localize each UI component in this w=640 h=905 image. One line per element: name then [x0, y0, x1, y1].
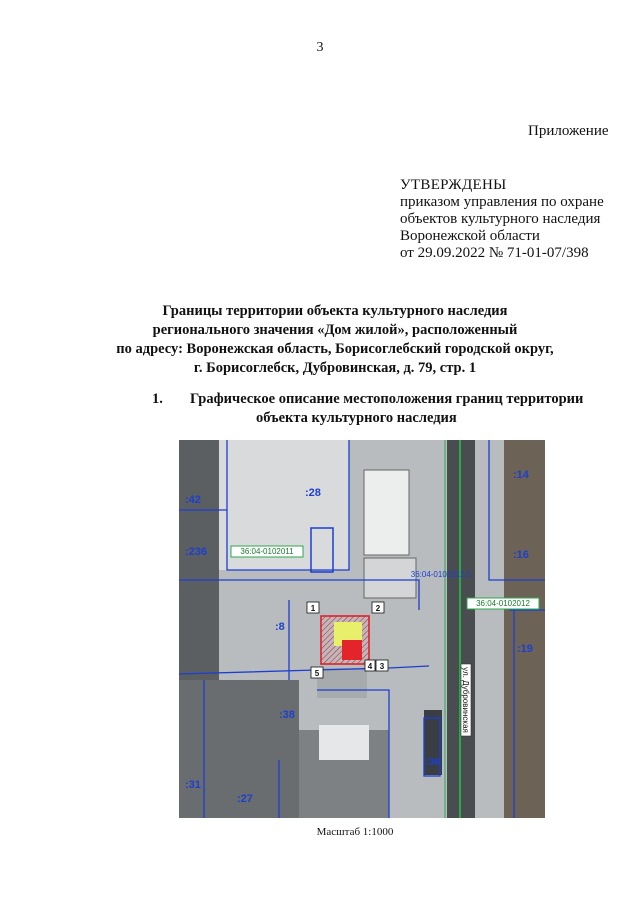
title-line: Границы территории объекта культурного наследия [162, 303, 508, 319]
approval-line: приказом управления по охране [400, 194, 604, 210]
approval-block [400, 177, 604, 262]
section-title-line: Графическое описание местоположения границ территории [190, 391, 584, 407]
parcel-label: :16 [513, 549, 529, 561]
parcel-label: :19 [517, 643, 533, 655]
building [364, 558, 416, 598]
building [319, 725, 369, 760]
parcel-label: :28 [305, 487, 321, 499]
quarter-label: 36:04-0102012 [476, 599, 530, 608]
parcel-label: :31 [185, 779, 201, 791]
road-parcel-label: 36:04-0102012:5 [410, 570, 472, 579]
street-label: ул. Дубровинская [461, 667, 470, 733]
quarter-label: 36:04-0102011 [240, 547, 294, 556]
point-label: 1 [310, 604, 316, 613]
point-label: 4 [367, 662, 373, 671]
point-label: 5 [314, 669, 320, 678]
appendix-label: Приложение [528, 123, 609, 139]
parcel-label: :14 [513, 469, 529, 481]
approval-heading: УТВЕРЖДЕНЫ [400, 177, 507, 193]
map-image [179, 440, 545, 818]
section-number: 1. [152, 391, 163, 407]
parcel-label: :36 [425, 757, 440, 768]
parcel-label: :42 [185, 494, 201, 506]
building [314, 668, 367, 698]
point-label: 3 [379, 662, 385, 671]
title-line: регионального значения «Дом жилой», расположенный [152, 322, 518, 338]
roof-area [504, 440, 545, 818]
parcel-label: :236 [185, 546, 208, 558]
approval-line: объектов культурного наследия [400, 211, 601, 227]
parcel-label: :38 [279, 709, 295, 721]
parcel-label: :27 [237, 793, 253, 805]
title-line: по адресу: Воронежская область, Борисоглебский городской округ, [116, 341, 554, 357]
approval-date: от 29.09.2022 № 71-01-07/398 [400, 245, 589, 261]
document-title [100, 302, 570, 378]
parcel-label: :8 [275, 621, 285, 633]
point-label: 2 [375, 604, 381, 613]
page-number: 3 [316, 40, 324, 55]
section-title-line: объекта культурного наследия [256, 410, 457, 426]
building-red [342, 640, 362, 660]
title-line: г. Борисоглебск, Дубровинская, д. 79, стр. 1 [193, 360, 477, 376]
boundary-map [179, 440, 545, 818]
scale-label: Масштаб 1:1000 [316, 826, 394, 838]
approval-line: Воронежской области [400, 228, 540, 244]
building [364, 470, 409, 555]
